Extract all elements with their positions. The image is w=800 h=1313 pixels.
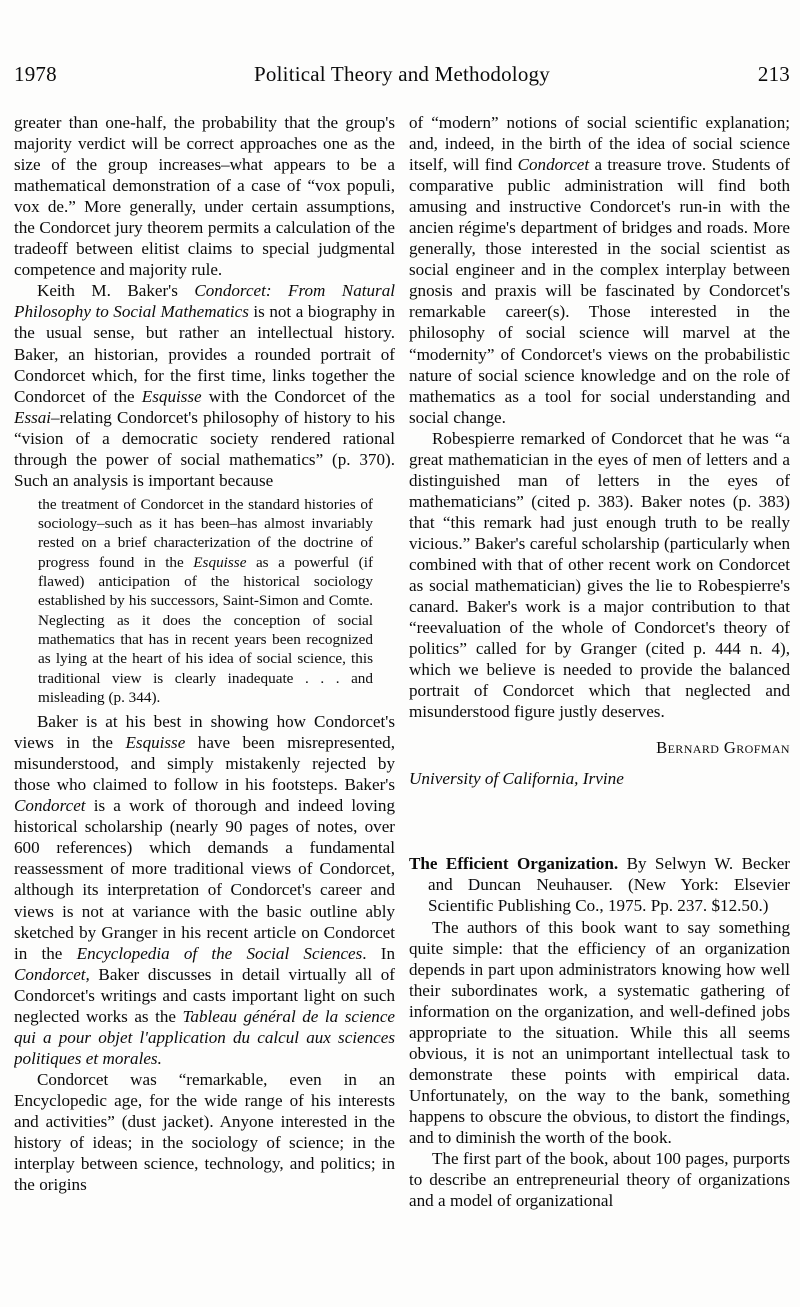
paragraph-baker-best xyxy=(14,711,395,1069)
paragraph-modern-notions xyxy=(409,112,790,428)
two-column-body xyxy=(14,112,790,1313)
text-run: with the Condorcet of the xyxy=(201,386,395,406)
text-run: have been misrepresented, misunderstood, and simply mistakenly rejected by those who claimed to follow in his footsteps. Baker's xyxy=(14,733,395,795)
book-title-condorcet-full: Condorcet: From Natural Philosophy to Social Mathematics xyxy=(14,281,395,322)
block-quotation-text xyxy=(38,495,373,707)
paragraph-first-part: The first part of the book, about 100 pages, purports to describe an entrepreneurial theory of organizations and a model of organizational xyxy=(409,1149,790,1211)
text-run: is not a biography in the usual sense, but rather an intellectual history. Baker, an historian, provides a rounded portrait of Condorcet which, for the first time, links together the Condorcet of the xyxy=(14,302,395,406)
paragraph-robespierre: Robespierre remarked of Condorcet that he was “a great mathematician in the eyes of men of letters and a distinguished man of letters in the eyes of mathematicians” (cited p. 383). Baker notes (p. 383) that “this remark had just enough truth to be really vicious.” Baker's careful scholarship (particularly when combined with that of other recent work on Condorcet as social mathematician) gives the lie to Robespierre's canard. Baker's work is a major contribution to that “reevaluation of the whole of Condorcet's theory of politics” called for by Granger (cited p. 444 n. 4), which we believe is needed to provide the balanced portrait of Condorcet which that neglected and misunderstood figure justly deserves. xyxy=(409,428,790,722)
page-bottom-edge xyxy=(0,1307,800,1313)
text-run: Baker discusses in detail virtually all of Condorcet's writings and casts important light on such neglected works as the xyxy=(14,964,395,1026)
paragraph-condorcet-remarkable: Condorcet was “remarkable, even in an Encyclopedic age, for the wide range of his interests and activities” (dust jacket). Anyone interested in the history of ideas; in the sociology of science; in the interplay between science, technology, and politics; in the origins xyxy=(14,1069,395,1195)
book-title-essai: Essai xyxy=(14,407,52,427)
paragraph-continued: greater than one-half, the probability that the group's majority verdict will be correct approaches one as the size of the group increases–what appears to be a mathematical demonstration of a case of “vox populi, vox de.” More generally, under certain assumptions, the Condorcet jury theorem permits a calculation of the tradeoff between elitist claims to special judgmental competence and majority rule. xyxy=(14,113,395,280)
running-head-year: 1978 xyxy=(14,62,57,86)
book-review-heading xyxy=(409,853,790,916)
text-run: –relating Condorcet's philosophy of history to his “vision of a democratic society rendered rational through the power of social mathematics” (p. 370). Such an analysis is important because xyxy=(14,407,395,490)
running-head-title: Political Theory and Methodology xyxy=(254,62,550,86)
text-run: Baker is at his best in showing how Condorcet's views in the xyxy=(14,712,395,753)
book-title-esquisse: Esquisse xyxy=(141,386,202,406)
text-run: . In xyxy=(362,943,395,963)
right-column xyxy=(409,112,790,1313)
paragraph-authors-want: The authors of this book want to say something quite simple: that the efficiency of an organization depends in part upon administrators knowing how well their subordinates work, a systematic gathering of information on the organization, and well-defined jobs appropriate to the situation. While this all seems obvious, it is not an unimportant intellectual task to demonstrate these points with empirical data. Unfortunately, on the way to the bank, something happens to obscure the obvious, to distort the findings, and to diminish the worth of the book. xyxy=(409,917,790,1147)
reviewer-name: Bernard Grofman xyxy=(656,738,790,758)
block-quotation xyxy=(14,495,395,707)
text-run: of “modern” notions of social scientific explanation; and, indeed, in the birth of the idea of social science itself, will find xyxy=(409,113,790,175)
text-run: the treatment of Condorcet in the standard histories of sociology–such as it has been–has almost invariably rested on a brief characterization of the doctrine of progress found in the xyxy=(38,495,373,571)
text-run: Keith M. Baker's xyxy=(37,281,195,301)
reviewed-book-title: The Efficient Organization. xyxy=(409,854,619,874)
book-title-condorcet: Condorcet, xyxy=(14,964,90,984)
page-folio-number: 213 xyxy=(757,62,790,86)
running-head xyxy=(14,62,790,92)
book-title-esquisse: Esquisse xyxy=(125,733,186,753)
book-title-condorcet: Condorcet xyxy=(14,796,86,816)
book-title-esquisse: Esquisse xyxy=(193,553,247,571)
book-title-encyclopedia: Encyclopedia of the Social Sciences xyxy=(76,943,363,963)
paragraph-baker-intro xyxy=(14,280,395,490)
book-title-tableau-general: Tableau général de la science qui a pour objet l'application du calcul aux sciences politiques et morales. xyxy=(14,1006,395,1068)
left-column xyxy=(14,112,395,1313)
reviewer-affiliation: University of California, Irvine xyxy=(409,769,624,789)
text-run: is a work of thorough and indeed loving historical scholarship (nearly 90 pages of notes, over 600 references) which demands a fundamental reassessment of more traditional views of Condorcet, although its interpretation of Condorcet's career and views is not at variance with the basic outline ably sketched by Granger in his recent article on Condorcet in the xyxy=(14,796,395,963)
text-run: a treasure trove. Students of comparative public administration will find both amusing and instructive Condorcet's run-in with the ancien régime's department of bridges and roads. More generally, those interested in the social scientist as social engineer and in the complex interplay between gnosis and praxis will be fascinated by Condorcet's remarkable career(s). Those interested in the philosophy of social science will marvel at the “modernity” of Condorcet's views on the probabilistic nature of social science knowledge and on the role of mathematics as a tool for social understanding and social change. xyxy=(409,155,790,427)
book-title-condorcet: Condorcet xyxy=(517,155,590,175)
reviewed-book-publication-info: By Selwyn W. Becker and Duncan Neuhauser. (New York: Elsevier Scientific Publishing Co., 1975. Pp. 237. $12.50.) xyxy=(428,854,790,916)
text-run: as a powerful (if flawed) anticipation of the historical sociology established by his successors, Saint-Simon and Comte. Neglecting as it does the conception of social mathematics that has in recent years been recognized as lying at the heart of his idea of social science, this traditional view is clearly inadequate . . . and misleading (p. 344). xyxy=(38,553,373,706)
